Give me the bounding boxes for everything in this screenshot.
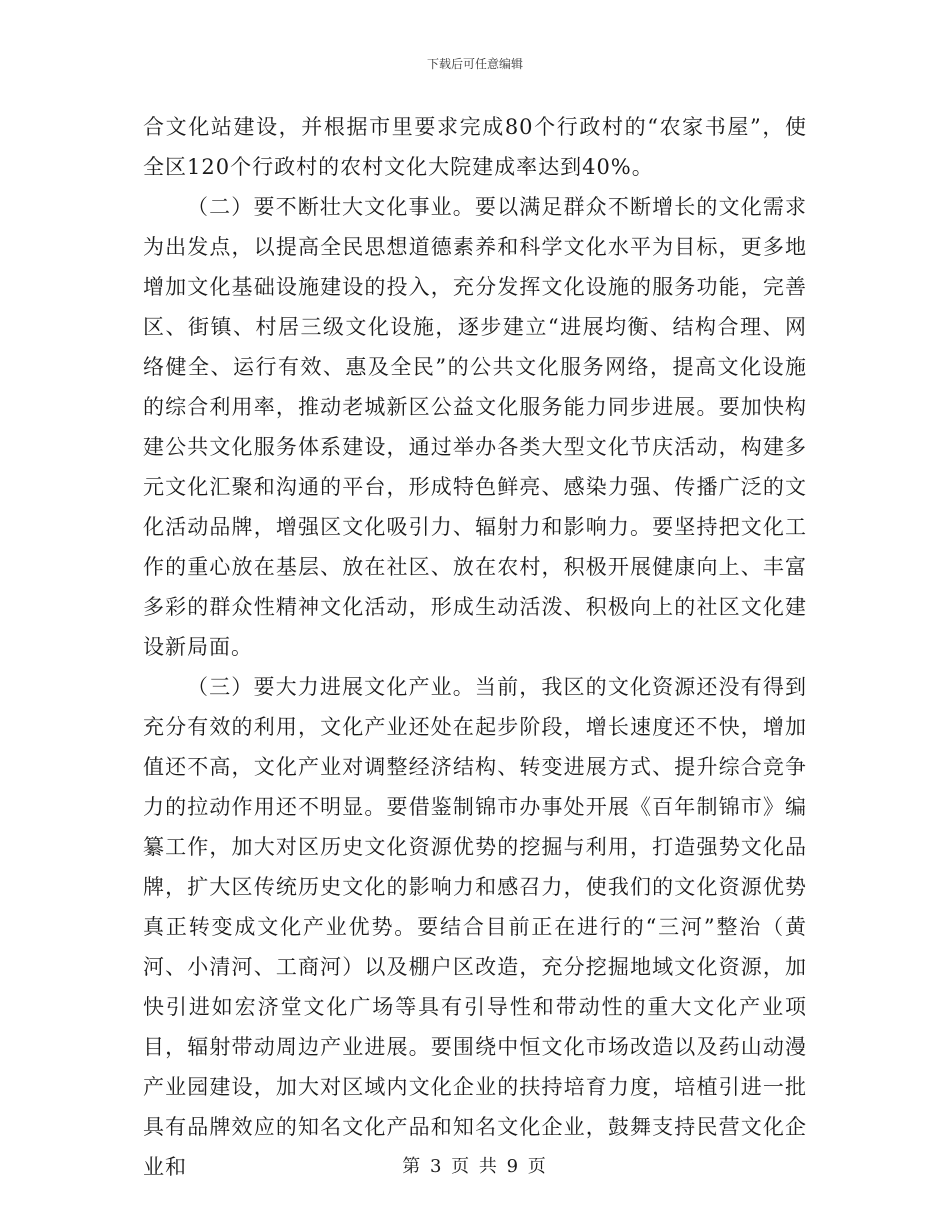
page-header-note: 下载后可任意编辑 [426, 57, 523, 71]
paragraph-cultural-industry: （三）要大力进展文化产业。当前，我区的文化资源还没有得到充分有效的利用，文化产业还处在起步阶段，增长速度还不快，增加值还不高，文化产业对调整经济结构、转变进展方式、提升综合竞争力的拉动作用还不明显。要借鉴制锦市办事处开展《百年制锦市》编纂工作，加大对区历史文化资源优势的挖掘与利用，打造强势文化品牌，扩大区传统历史文化的影响力和感召力，使我们的文化资源优势真正转变成文化产业优势。要结合目前正在进行的“三河”整治（黄河、小清河、工商河）以及棚户区改造，充分挖掘地域文化资源，加快引进如宏济堂文化广场等具有引导性和带动性的重大文化产业项目，辐射带动周边产业进展。要围绕中恒文化市场改造以及药山动漫产业园建设，加大对区域内文化企业的扶持培育力度，培植引进一批具有品牌效应的知名文化产品和知名文化企业，鼓舞支持民营文化企业和 [143, 675, 807, 1179]
paragraph-cultural-undertakings: （二）要不断壮大文化事业。要以满足群众不断增长的文化需求为出发点，以提高全民思想道德素养和科学文化水平为目标，更多地增加文化基础设施建设的投入，充分发挥文化设施的服务功能，完善区、街镇、村居三级文化设施，逐步建立“进展均衡、结构合理、网络健全、运行有效、惠及全民”的公共文化服务网络，提高文化设施的综合利用率，推动老城新区公益文化服务能力同步进展。要加快构建公共文化服务体系建设，通过举办各类大型文化节庆活动，构建多元文化汇聚和沟通的平台，形成特色鲜亮、感染力强、传播广泛的文化活动品牌，增强区文化吸引力、辐射力和影响力。要坚持把文化工作的重心放在基层、放在社区、放在农村，积极开展健康向上、丰富多彩的群众性精神文化活动，形成生动活泼、积极向上的社区文化建设新局面。 [143, 195, 807, 659]
page-number-footer: 第 3 页 共 9 页 [402, 1156, 548, 1177]
document-body [143, 107, 807, 1187]
paragraph-continuation: 合文化站建设，并根据市里要求完成80个行政村的“农家书屋”，使全区120个行政村的农村文化大院建成率达到40%。 [143, 115, 807, 179]
